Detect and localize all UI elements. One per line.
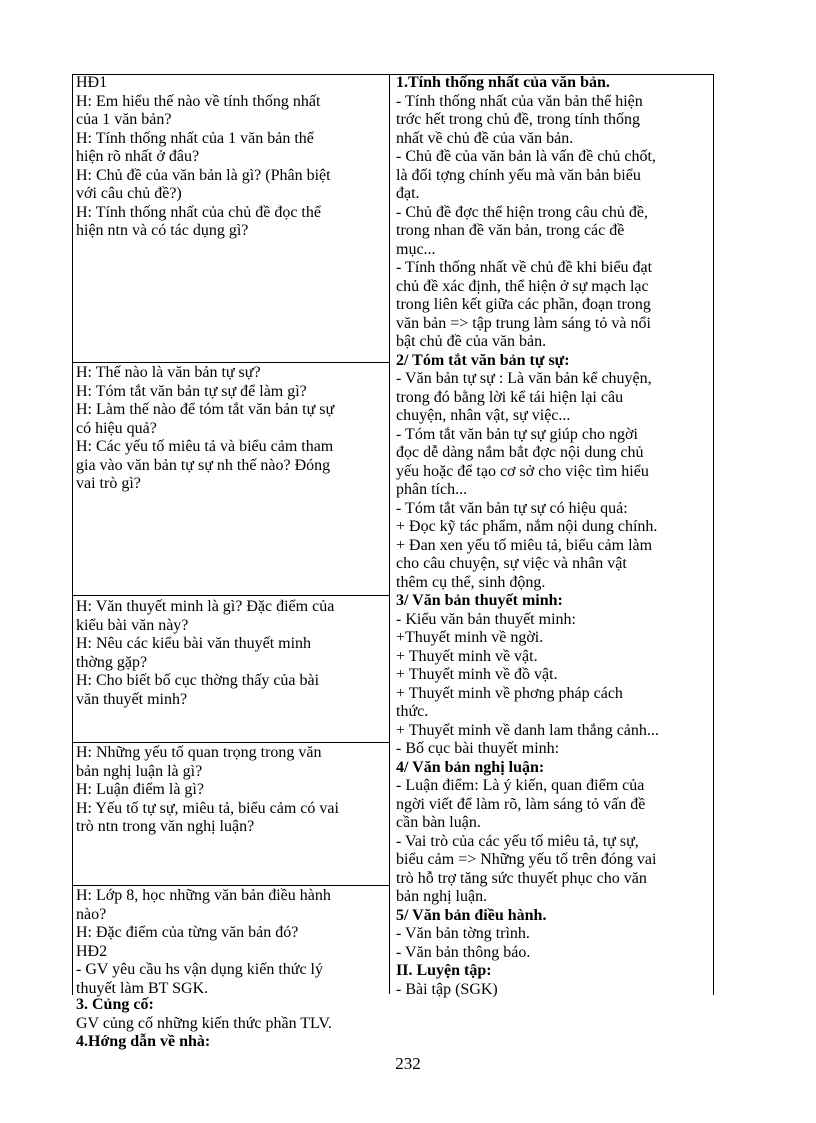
content-line: cho câu chuyện, sự việc và nhân vật: [396, 555, 627, 572]
question-line: H: Cho biết bố cục thờng thấy của bài: [76, 672, 320, 689]
question-line: H: Những yếu tố quan trọng trong văn: [76, 744, 322, 761]
content-line: thức.: [396, 703, 429, 720]
content-line: - Bố cục bài thuyết minh:: [396, 740, 560, 757]
content-line: - Văn bản thông báo.: [396, 943, 531, 961]
question-line: - GV yêu cầu hs vận dụng kiến thức lý: [76, 961, 323, 978]
question-line: có hiệu quả?: [76, 419, 157, 437]
question-line: HĐ2: [76, 942, 108, 960]
after-table-section: [76, 996, 332, 1052]
content-line: phân tích...: [396, 481, 468, 498]
content-line: - Bài tập (SGK): [396, 980, 498, 998]
content-line: - Chủ đề đợc thể hiện trong câu chủ đề,: [396, 203, 648, 221]
question-line: H: Tính thống nhất của chủ đề đọc thể: [76, 203, 321, 221]
content-line: - Tóm tắt văn bản tự sự có hiệu quả:: [396, 499, 628, 517]
question-line: trò ntn trong văn nghị luận?: [76, 818, 255, 835]
question-block: [76, 598, 334, 709]
question-line: H: Các yếu tố miêu tả và biểu cảm tham: [76, 438, 334, 455]
row-separator: [72, 885, 390, 886]
question-block: [76, 364, 334, 494]
column-divider: [389, 74, 390, 994]
content-line: - Luận điểm: Là ý kiến, quan điểm của: [396, 777, 645, 794]
content-line: chuyện, nhân vật, sự việc...: [396, 407, 571, 424]
question-line: HĐ1: [76, 74, 108, 91]
content-line: chủ đề xác định, thể hiện ở sự mạch lạc: [396, 277, 649, 295]
content-line: trong nhan đề văn bản, trong các đề: [396, 222, 625, 239]
content-line: ngời viết để làm rõ, làm sáng tỏ vấn đề: [396, 795, 646, 813]
question-line: H: Lớp 8, học những văn bản điều hành: [76, 887, 331, 904]
question-block: [76, 74, 331, 241]
question-line: H: Chủ đề của văn bản là gì? (Phân biệt: [76, 166, 331, 184]
content-line: + Thuyết minh về phơng pháp cách: [396, 684, 623, 702]
content-line: thêm cụ thể, sinh động.: [396, 573, 546, 591]
content-line: mục...: [396, 240, 436, 258]
content-line: cần bàn luận.: [396, 814, 481, 831]
content-line: + Thuyết minh về đồ vật.: [396, 666, 558, 683]
row-separator: [72, 595, 390, 596]
content-line: - Kiểu văn bản thuyết minh:: [396, 610, 576, 628]
row-separator: [72, 742, 390, 743]
content-line: văn bản => tập trung làm sáng tỏ và nổi: [396, 314, 651, 332]
question-line: H: Làm thế nào để tóm tắt văn bản tự sự: [76, 401, 335, 418]
question-line: của 1 văn bản?: [76, 111, 172, 128]
question-line: nào?: [76, 905, 107, 923]
content-line: - Tóm tắt văn bản tự sự giúp cho ngời: [396, 425, 638, 443]
content-line: - Chủ đề của văn bản là vấn đề chủ chốt,: [396, 148, 656, 165]
content-line: bản nghị luận.: [396, 888, 488, 905]
content-line: nhất về chủ đề của văn bản.: [396, 129, 574, 147]
question-line: bản nghị luận là gì?: [76, 762, 203, 780]
question-line: kiểu bài văn này?: [76, 616, 189, 634]
section-heading: 3. Củng cố:: [76, 996, 154, 1013]
question-line: H: Tóm tắt văn bản tự sự để làm gì?: [76, 382, 307, 400]
question-line: H: Đặc điểm của từng văn bản đó?: [76, 924, 299, 941]
section-heading: II. Luyện tập:: [396, 962, 492, 979]
question-line: H: Yếu tố tự sự, miêu tả, biểu cảm có vai: [76, 799, 339, 817]
question-line: H: Em hiểu thế nào về tính thống nhất: [76, 92, 321, 110]
question-line: với câu chủ đề?): [76, 185, 182, 202]
question-line: vai trò gì?: [76, 475, 141, 492]
question-line: H: Tính thống nhất của 1 văn bản thể: [76, 129, 314, 147]
section-heading: 4/ Văn bản nghị luận:: [396, 758, 545, 776]
content-line: - Tính thống nhất về chủ đề khi biểu đạt: [396, 259, 653, 276]
section-heading: 4.Hớng dẫn về nhà:: [76, 1033, 211, 1050]
content-line: đọc dễ dàng nắm bắt đợc nội dung chủ: [396, 444, 644, 461]
question-line: H: Văn thuyết minh là gì? Đặc điểm của: [76, 598, 335, 615]
question-line: gia vào văn bản tự sự nh thế nào? Đóng: [76, 456, 331, 474]
content-line: bật chủ đề của văn bản.: [396, 333, 547, 350]
row-separator: [72, 362, 390, 363]
content-line: là đối tợng chính yếu mà văn bản biểu: [396, 166, 641, 184]
question-line: thờng gặp?: [76, 653, 148, 671]
question-block: [76, 887, 331, 998]
content-line: - Văn bản tờng trình.: [396, 925, 530, 942]
content-line: trong đó bằng lời kể tái hiện lại câu: [396, 388, 624, 406]
content-line: GV củng cố những kiến thức phần TLV.: [76, 1014, 332, 1032]
question-line: văn thuyết minh?: [76, 690, 188, 708]
content-line: trò hỗ trợ tăng sức thuyết phục cho văn: [396, 869, 647, 887]
question-line: H: Nêu các kiểu bài văn thuyết minh: [76, 635, 312, 652]
page-number: 232: [395, 1054, 421, 1073]
content-line: + Thuyết minh về vật.: [396, 647, 538, 665]
content-line: +Thuyết minh về ngời.: [396, 629, 544, 646]
question-line: thuyết làm BT SGK.: [76, 979, 209, 997]
right-column: [396, 74, 659, 999]
content-line: + Đọc kỹ tác phẩm, nắm nội dung chính.: [396, 518, 658, 535]
content-line: + Đan xen yếu tố miêu tả, biểu cảm làm: [396, 536, 653, 554]
section-heading: 1.Tính thống nhất của văn bản.: [396, 74, 610, 91]
question-block: [76, 744, 339, 837]
question-line: H: Thế nào là văn bản tự sự?: [76, 364, 261, 381]
question-line: hiện ntn và có tác dụng gì?: [76, 222, 249, 239]
content-line: - Vai trò của các yếu tố miêu tả, tự sự,: [396, 832, 639, 850]
content-line: biểu cảm => Những yếu tố trên đóng vai: [396, 851, 657, 868]
section-heading: 5/ Văn bản điều hành.: [396, 906, 547, 924]
content-line: - Văn bản tự sự : Là văn bản kể chuyện,: [396, 370, 652, 387]
content-line: + Thuyết minh về danh lam thắng cảnh...: [396, 721, 659, 739]
question-line: H: Luận điểm là gì?: [76, 781, 204, 798]
question-line: hiện rõ nhất ở đâu?: [76, 148, 200, 165]
section-heading: 3/ Văn bản thuyết minh:: [396, 592, 563, 609]
content-line: yếu hoặc để tạo cơ sở cho việc tìm hiểu: [396, 462, 649, 480]
content-line: trớc hết trong chủ đề, trong tính thống: [396, 111, 640, 128]
section-heading: 2/ Tóm tắt văn bản tự sự:: [396, 351, 570, 369]
content-line: - Tính thống nhất của văn bản thể hiện: [396, 92, 643, 110]
content-line: đạt.: [396, 185, 420, 202]
content-line: trong liên kết giữa các phần, đoạn trong: [396, 296, 651, 313]
